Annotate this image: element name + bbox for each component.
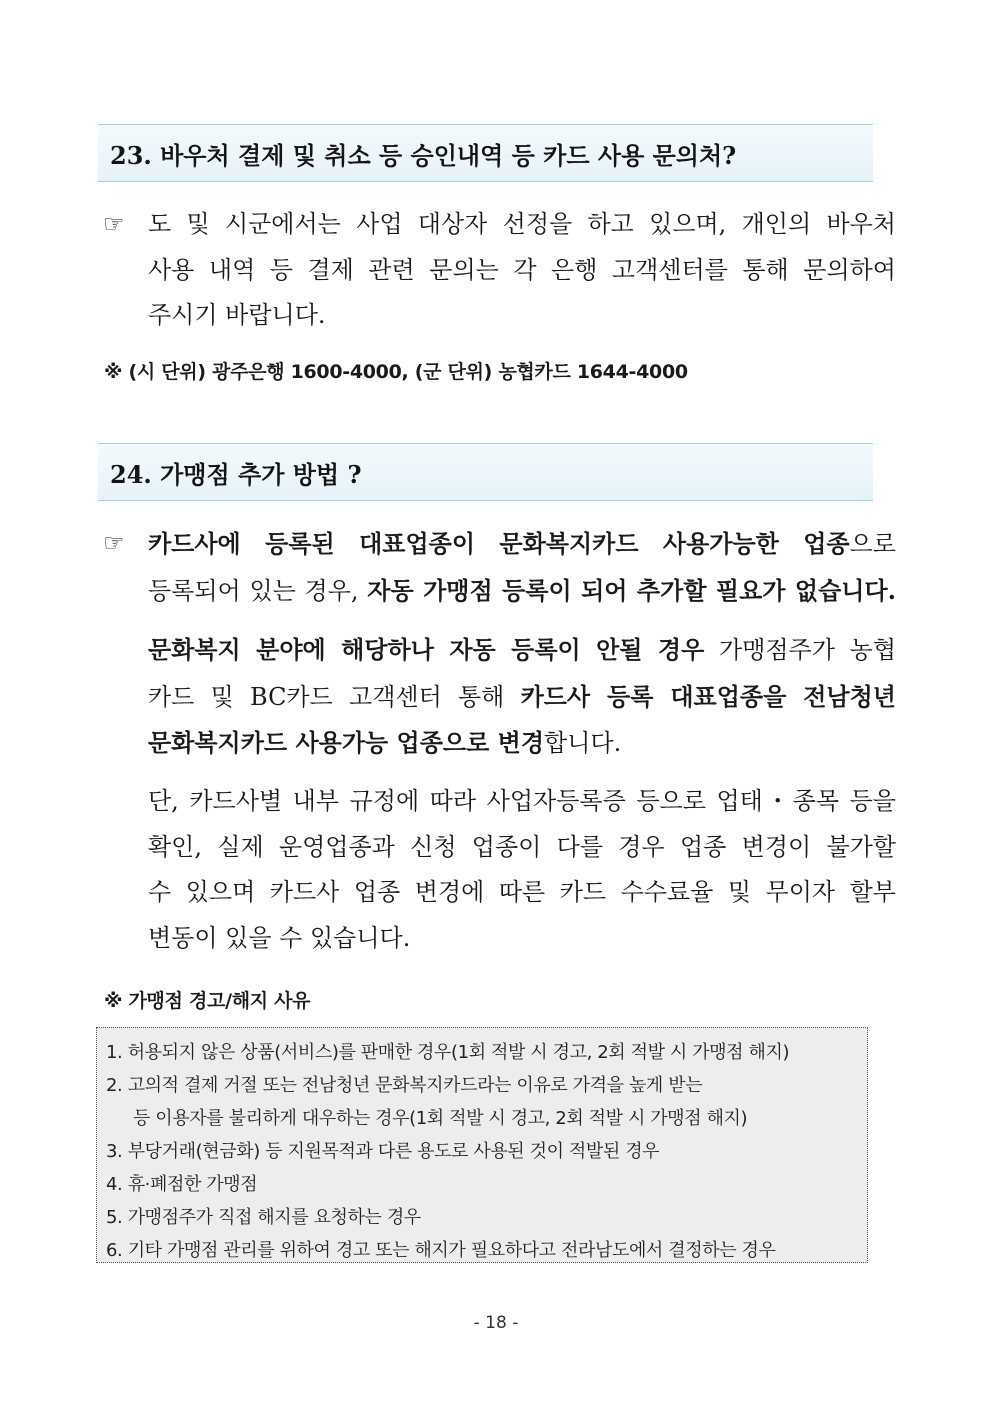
plain-text: 카드 및 BC카드 고객센터 통해 (148, 682, 521, 711)
plain-text: 으로 (849, 530, 896, 558)
q24-paragraph-3 (148, 779, 896, 961)
paragraph-line: 단, 카드사별 내부 규정에 따라 사업자등록증 등으로 업태・종목 등을 (148, 787, 896, 815)
pointer-icon: ☞ (103, 529, 125, 557)
reason-item-continued: 등 이용자를 불리하게 대우하는 경우(1회 적발 시 경고, 2회 적발 시 가맹점 해지) (133, 1108, 748, 1129)
reason-item: 4. 휴·폐점한 가맹점 (106, 1174, 258, 1195)
paragraph-line (148, 568, 896, 615)
page-number: - 18 - (473, 1313, 519, 1333)
paragraph-line (148, 720, 896, 767)
q23-answer (148, 202, 896, 339)
answer-line: 사용 내역 등 결제 관련 문의는 각 은행 고객센터를 통해 문의하여 (148, 255, 896, 284)
reason-item: 1. 허용되지 않은 상품(서비스)를 판매한 경우(1회 적발 시 경고, 2회 적발 시 가맹점 해지) (106, 1042, 790, 1063)
paragraph-line: 확인, 실제 운영업종과 신청 업종이 다를 경우 업종 변경이 불가할 (148, 832, 896, 861)
reason-item: 6. 기타 가맹점 관리를 위하여 경고 또는 해지가 필요하다고 전라남도에서 결정하는 경우 (106, 1240, 776, 1261)
heading-text: 24. 가맹점 추가 방법 ? (110, 459, 362, 489)
reason-item: 3. 부당거래(현금화) 등 지원목적과 다른 용도로 사용된 것이 적발된 경우 (106, 1141, 660, 1162)
pointer-icon: ☞ (103, 210, 125, 238)
paragraph-line (148, 627, 896, 674)
paragraph-line (148, 674, 896, 721)
section-heading-24 (98, 443, 873, 501)
bold-text: 문화복지 분야에 해당하나 자동 등록이 안될 경우 (148, 635, 705, 664)
answer-line: 도 및 시군에서는 사업 대상자 선정을 하고 있으며, 개인의 바우처 (148, 210, 896, 238)
bold-text: 문화복지카드 사용가능 업종으로 변경 (148, 728, 545, 757)
warning-reasons-box (96, 1027, 868, 1263)
bold-text: 카드사 등록 대표업종을 전남청년 (520, 681, 896, 711)
reason-item: 2. 고의적 결제 거절 또는 전남청년 문화복지카드라는 이유로 가격을 높게 받는 (106, 1075, 703, 1096)
paragraph-line: 수 있으며 카드사 업종 변경에 따른 카드 수수료율 및 무이자 할부 (148, 878, 896, 906)
contact-note: ※ (시 단위) 광주은행 1600-4000, (군 단위) 농협카드 1644-4000 (104, 361, 688, 383)
bold-text: 카드사에 등록된 대표업종이 문화복지카드 사용가능한 업종 (148, 529, 850, 558)
paragraph-line: 변동이 있을 수 있습니다. (148, 923, 411, 952)
bold-text: 자동 가맹점 등록이 되어 추가할 필요가 없습니다. (367, 575, 896, 605)
plain-text: 합니다. (544, 729, 622, 757)
paragraph-line (148, 521, 896, 568)
plain-text: 등록되어 있는 경우, (148, 576, 368, 605)
answer-line: 주시기 바랍니다. (148, 301, 326, 329)
q24-paragraph-2 (148, 627, 896, 767)
q24-paragraph-1 (148, 521, 896, 614)
section-heading-23 (98, 124, 873, 182)
warning-reasons-title: ※ 가맹점 경고/해지 사유 (104, 990, 311, 1012)
plain-text: 가맹점주가 농협 (704, 636, 897, 664)
reason-item: 5. 가맹점주가 직접 해지를 요청하는 경우 (106, 1207, 421, 1228)
heading-text: 23. 바우처 결제 및 취소 등 승인내역 등 카드 사용 문의처? (110, 140, 737, 170)
